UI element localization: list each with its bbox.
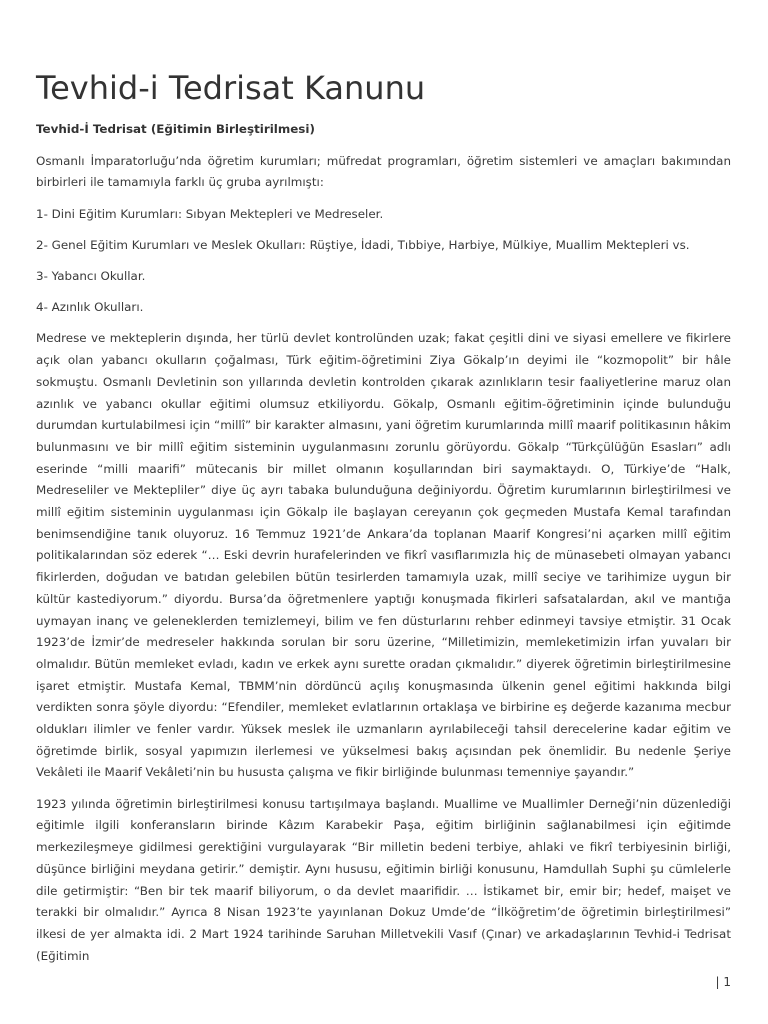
list-item-genel-egitim: 2- Genel Eğitim Kurumları ve Meslek Okulları: Rüştiye, İdadi, Tıbbiye, Harbiye, Mülkiye, Muallim Mektepleri vs. <box>36 237 690 252</box>
document-body <box>36 119 731 977</box>
paragraph-1923: 1923 yılında öğretimin birleştirilmesi konusu tartışılmaya başlandı. Muallime ve Muallimler Derneği’nin düzenlediği eğitimle ilgili konferansların birinde Kâzım Karabekir Paşa, eğitim birliğinin sağlanabilmesi için eğitimde merkezileşmeye gidilmesi gerektiğini vurgulayarak “Bir milletin bedeni terbiye, ahlaki ve fikrî terbiyesinin birliği, düşünce birliğini meydana getirir.” demiştir. Aynı hususu, eğitimin birliği konusunu, Hamdullah Suphi şu cümlelerle dile getirmiştir: “Ben bir tek maarif biliyorum, o da devlet maarifidir. … İstikamet bir, emir bir; hedef, maişet ve terakki bir olmalıdır.” Ayrıca 8 Nisan 1923’te yayınlanan Dokuz Umde’de “İlköğretim’de öğretimin birleştirilmesi” ilkesi de yer almakta idi. 2 Mart 1924 tarihinde Saruhan Milletvekili Vasıf (Çınar) ve arkadaşlarının Tevhid-i Tedrisat (Eğitimin <box>36 796 731 963</box>
document-title: Tevhid-i Tedrisat Kanunu <box>36 69 426 107</box>
paragraph-medrese: Medrese ve mekteplerin dışında, her türlü devlet kontrolünden uzak; fakat çeşitli dini ve siyasi emellere ve fikirlere açık olan yabancı okulların çoğalması, Türk eğitim-öğretimini Ziya Gökalp’ın deyimi ile “kozmopolit” bir hâle sokmuştu. Osmanlı Devletinin son yıllarında devletin kontrolden çıkarak azınlıkların tesir faaliyetlerine maruz olan azınlık ve yabancı okullar eğitimi olumsuz etkiliyordu. Gökalp, Osmanlı eğitim-öğretiminin içinde bulunduğu durumdan kurtulabilmesi için “millî” bir karakter almasını, yani öğretim kurumlarında millî maarif politikasının hâkim bulunmasını ve bir millî eğitim sisteminin uygulanmasını zorunlu görüyordu. Gökalp “Türkçülüğün Esasları” adlı eserinde “milli maarifi” mütecanis bir millet olmanın koşullarından biri saymaktaydı. O, Türkiye’de “Halk, Medreseliler ve Mektepliler” diye üç ayrı tabaka bulunduğuna değiniyordu. Öğretim kurumlarının birleştirilmesi ve millî eğitim sisteminin uygulanması için Gökalp ile başlayan cereyanın çok geçmeden Mustafa Kemal tarafından benimsendiğine tanık oluyoruz. 16 Temmuz 1921’de Ankara’da toplanan Maarif Kongresi’ni açarken millî eğitim politikalarından söz ederek “… Eski devrin hurafelerinden ve fikrî vasıflarımızla hiç de münasebeti olmayan yabancı fikirlerden, doğudan ve batıdan gelebilen bütün tesirlerden tamamıyla uzak, millî seciye ve tarihimize uygun bir kültür kastediyorum.” diyordu. Bursa’da öğretmenlere yaptığı konuşmada fikirleri safsatalardan, akıl ve mantığa uymayan inanç ve geleneklerden temizlemeyi, bilim ve fen düsturlarını rehber edinmeyi tavsiye etmiştir. 31 Ocak 1923’de İzmir’de medreseler hakkında sorulan bir soru üzerine, “Milletimizin, memleketimizin irfan yuvaları bir olmalıdır. Bütün memleket evladı, kadın ve erkek aynı surette oradan çıkmalıdır.” diyerek öğretimin birleştirilmesine işaret etmiştir. Mustafa Kemal, TBMM’nin dördüncü açılış konuşmasında ülkenin genel eğitimi hakkında bilgi verdikten sonra şöyle diyordu: “Efendiler, memleket evlatlarının ortaklaşa ve birbirine eş değerde kazanıma mecbur oldukları ilimler ve fenler vardır. Yüksek meslek ile uzmanların ayrılabileceği tahsil derecelerine kadar eğitim ve öğretimde birlik, sosyal yapımızın ilerlemesi ve yükselmesi bakış açısından pek önemlidir. Bu nedenle Şeriye Vekâleti ile Maarif Vekâleti’nin bu hususta çalışma ve fikir birliğinde bulunması temenniye şayandır.” <box>36 331 731 780</box>
paragraph-intro: Osmanlı İmparatorluğu’nda öğretim kurumları; müfredat programları, öğretim sistemleri ve amaçları bakımından birbirleri ile tamamıyla farklı üç gruba ayrılmıştı: <box>36 153 731 190</box>
document-subtitle: Tevhid-İ Tedrisat (Eğitimin Birleştirilmesi) <box>36 122 315 136</box>
list-item-yabanci-okullar: 3- Yabancı Okullar. <box>36 269 146 284</box>
page-number: | 1 <box>715 975 731 989</box>
list-item-dini-egitim: 1- Dini Eğitim Kurumları: Sıbyan Mektepleri ve Medreseler. <box>36 206 384 221</box>
list-item-azinlik-okullari: 4- Azınlık Okulları. <box>36 300 144 315</box>
